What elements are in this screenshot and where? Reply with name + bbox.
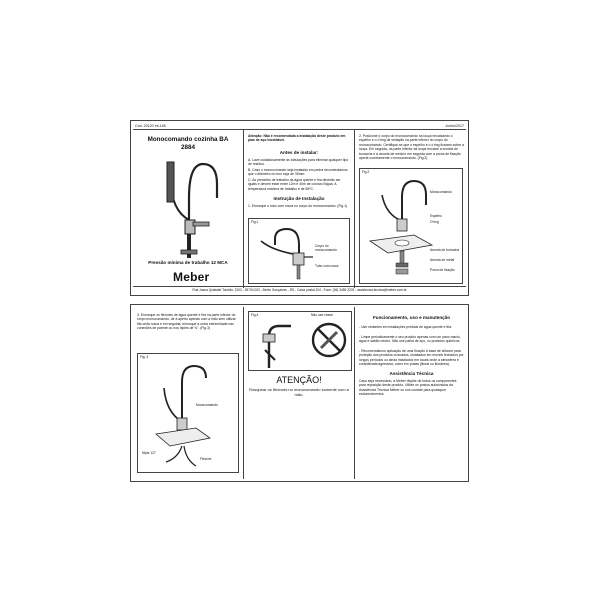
figure-2 [359,168,463,284]
before-install-b: B. Caso o monocomando seja instalado em pedra recomendamos que o diâmetro do furo seja de 35mm. [248,168,348,177]
attention-panel [244,307,355,479]
fig2-label-oring: O'ring [430,220,439,224]
faucet-connection-illustration [152,362,212,470]
tech-assistance-text: Caso seja necessário, a Meber dispõe de todos os componentes para reposição deste produto. Utilize os postos autorizados da Assistência Técnica Meber ou nos contate para quaisquer esclarecimentos. [359,379,457,397]
fig2-label-nut: Porca de fixação [430,268,455,272]
fig1-tube-label: Tubo com rosca [315,264,339,268]
instruction-sheet-back [130,304,469,482]
figure-1-label: Fig.1 [251,220,259,224]
faucet-illustration [153,158,223,258]
figure-4 [248,311,352,371]
cover-panel [133,130,244,288]
wrench-faucet-illustration [257,320,297,368]
faucet-body-illustration [253,225,313,283]
fig2-label-espelho: Espelho [430,214,442,218]
figure-4-label: Fig.4 [251,313,259,317]
product-title-line2: 2884 [180,144,195,151]
before-install-heading: Antes de instalar: [279,150,319,155]
fig1-body-label: Corpo do monocomando [315,244,337,252]
step2-panel [355,130,468,288]
install-step-1: 1. Enrosque o tubo com rosca no corpo do monocomando. (Fig.1) [248,204,348,208]
install-heading: Instrução de Instalação [273,196,325,201]
fig2-label-metal-washer: Arruela de metal [430,258,455,262]
maintenance-p3: - Recomendamos aplicação de uma fixação à base de silicone para proteção dos produtos cromados, instalados em móveis fechados por longos períodos ou ainda instalados em locais onde a atmosfera é considerada agressiva, como em praias (litoral ou litorânea). [359,349,464,367]
figure-1 [248,218,350,284]
attention-title: ATENÇÃO! [276,375,322,385]
fig3-label-niple: Niple 1/2" [142,451,157,455]
attention-text: Rosquear os flexíveis no monocomando somente com a mão. [249,387,349,397]
sheet-header-strip [133,123,466,130]
figure-3 [137,353,239,473]
no-wrench-label: Não use chave [311,313,333,317]
product-title-line1: Monocomando cozinha BA [147,136,229,143]
fig3-label-flexivel: Flexível [200,457,212,461]
min-pressure-note: Pressão mínima de trabalho 12 MCA [148,260,228,265]
issue-date: Junho/2017 [445,124,464,128]
fig3-label-monocomando: Monocomando [196,403,218,407]
figure-3-label: Fig. 3 [140,355,149,359]
step3-panel [133,307,244,479]
faucet-assembly-illustration [366,175,436,279]
product-code: Cód. 20120 Int.146 [135,124,166,128]
stainless-warning: Atenção: Não é recomendada a instalação deste produto em pias de aço inoxidável. [248,134,346,143]
install-step-3: 3. Enrosque os flexíveis de água quente e fria na parte inferior do corpo monocomando, de á aperto apenas com a mão sem utilizar fita veda rosca e em seguida, enrosque a outra extremidade nas conexões de parede ou nos niples de ¾". (Fig.3) [137,313,236,331]
brand-logo: Meber [173,270,210,284]
sheet-footer: Rua Joana Quistalet Toniello, 2203 - 95700-000 - Bento Gonçalves - RS - Caixa postal 204 - Fone: (54) 3455 2203 - assistencia.tecnica@meber.com.br [133,286,466,294]
maintenance-panel [355,307,468,479]
maintenance-p2: - Limpe periodicamente o seu produto apenas com um pano macio, água e sabão neutro. Não use palha de aço, ou produtos químicos. [359,335,461,344]
maintenance-p1: - Use vedantes em instalações prediais de água quente e fria. [359,325,453,329]
maintenance-heading: Funcionamento, uso e manutenção [372,315,451,320]
before-install-c: C. As pressões de trabalho da água quente e fria deverão ser iguais e devem estar entre 12m e 40m de coluna d'água. A temperatura máxima de trabalho é de 65ºC. [248,178,341,191]
figure-2-label: Fig.2 [362,170,370,174]
fig2-label-monocomando: Monocomando [430,190,452,194]
tech-assistance-heading: Assistência Técnica [389,371,434,376]
instruction-sheet-front [130,120,469,296]
instructions-panel [244,130,355,288]
install-step-2: 2. Posicione o corpo do monocomando na louça encaixando o espelho e o o'ring de vedação na parte inferior do corpo do monocomando. Certifique-se que o espelho e o o'ring ficaram sobre a louça. Em seguida, na parte inferior da louça encaixe a arruela de borracha e a arruela de metal e em seguida com a porca de fixação aperte corretamente o monocomando. (Fig.2) [359,134,464,161]
fig2-label-rubber-washer: Arruela de borracha [430,248,460,252]
before-install-a: A. Lave cuidadosamente as tubulações para eliminar qualquer tipo de resíduo. [248,158,349,167]
no-wrench-icon [311,322,347,358]
